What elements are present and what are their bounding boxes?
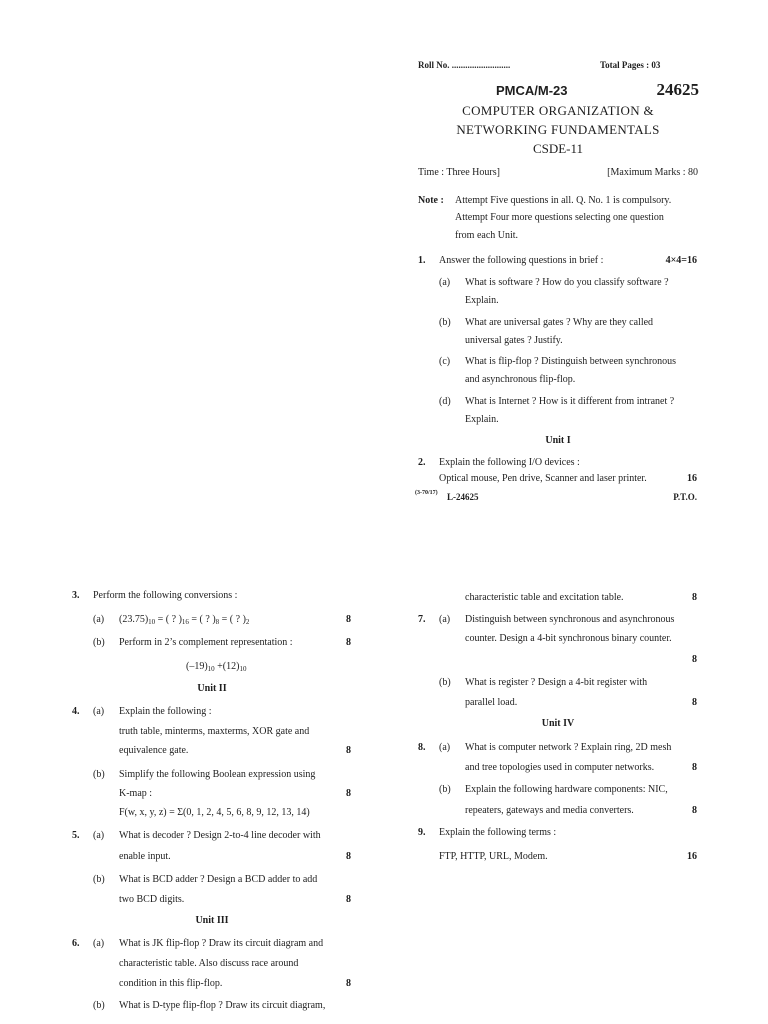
part-label: (a) <box>439 742 451 753</box>
footer-paper-code: L-24625 <box>447 492 479 502</box>
roll-number: Roll No. .......................... <box>418 60 511 70</box>
part-text: Perform in 2’s complement representation : <box>119 637 293 648</box>
part-label: (a) <box>93 614 105 625</box>
question-number: 6. <box>72 938 80 949</box>
part-text: What are universal gates ? Why are they called <box>465 317 654 328</box>
part-text: Simplify the following Boolean expression using <box>119 769 316 780</box>
time-allowed: Time : Three Hours] <box>418 167 500 178</box>
question-number: 7. <box>418 614 426 625</box>
part-marks: 8 <box>692 805 697 816</box>
part-marks: 8 <box>692 592 697 603</box>
part-text: Explain the following : <box>119 706 212 717</box>
question-marks: 4×4=16 <box>665 255 697 266</box>
part-label: (b) <box>439 677 451 688</box>
part-text: What is flip-flop ? Distinguish between synchronous <box>465 356 677 367</box>
part-marks: 8 <box>346 894 351 905</box>
paper-number: 24625 <box>656 80 699 99</box>
part-marks: 8 <box>346 637 351 648</box>
part-label: (c) <box>439 356 451 367</box>
part-marks: 8 <box>692 654 697 665</box>
note-line-2: Attempt Four more questions selecting one question <box>455 212 664 223</box>
part-text: characteristic table and excitation table. <box>465 592 624 603</box>
note-line-1: Attempt Five questions in all. Q. No. 1 is compulsory. <box>455 195 672 206</box>
part-marks: 8 <box>346 788 351 799</box>
part-label: (a) <box>439 614 451 625</box>
question-number: 9. <box>418 827 426 838</box>
part-text: parallel load. <box>465 697 518 708</box>
question-text: Perform the following conversions : <box>93 590 238 601</box>
part-text: Distinguish between synchronous and asynchronous <box>465 614 675 625</box>
part-label: (d) <box>439 396 451 407</box>
part-text: condition in this flip-flop. <box>119 978 223 989</box>
part-text: What is computer network ? Explain ring, 2D mesh <box>465 742 672 753</box>
part-text: two BCD digits. <box>119 894 185 905</box>
total-pages: Total Pages : 03 <box>600 60 661 70</box>
part-text: universal gates ? Justify. <box>465 335 563 346</box>
footer-pto: P.T.O. <box>673 492 697 502</box>
part-text: truth table, minterms, maxterms, XOR gate and <box>119 726 310 737</box>
part-text: What is D-type flip-flop ? Draw its circuit diagram, <box>119 1000 326 1011</box>
part-text: equivalence gate. <box>119 745 189 756</box>
part-label: (b) <box>93 637 105 648</box>
paper-code: PMCA/M-23 <box>496 83 568 98</box>
part-text: What is BCD adder ? Design a BCD adder to add <box>119 874 318 885</box>
part-text: characteristic table. Also discuss race around <box>119 958 299 969</box>
part-text: and asynchronous flip-flop. <box>465 374 576 385</box>
part-label: (b) <box>439 784 451 795</box>
question-number: 4. <box>72 706 80 717</box>
unit-heading: Unit IV <box>541 718 575 729</box>
part-text: counter. Design a 4-bit synchronous binary counter. <box>465 633 672 644</box>
part-text: Explain. <box>465 414 499 425</box>
part-label: (b) <box>93 769 105 780</box>
question-text: FTP, HTTP, URL, Modem. <box>439 851 548 862</box>
question-number: 1. <box>418 255 426 266</box>
part-marks: 8 <box>346 978 351 989</box>
part-text: What is register ? Design a 4-bit register with <box>465 677 648 688</box>
question-number: 5. <box>72 830 80 841</box>
question-marks: 16 <box>687 473 697 484</box>
part-text: What is JK flip-flop ? Draw its circuit diagram and <box>119 938 324 949</box>
part-text: repeaters, gateways and media converters. <box>465 805 634 816</box>
part-text: What is Internet ? How is it different from intranet ? <box>465 396 675 407</box>
part-marks: 8 <box>346 851 351 862</box>
part-label: (a) <box>93 706 105 717</box>
part-label: (b) <box>439 317 451 328</box>
note-line-3: from each Unit. <box>455 230 519 241</box>
question-marks: 16 <box>687 851 697 862</box>
unit-heading: Unit I <box>545 435 571 446</box>
part-text: K-map : <box>119 788 153 799</box>
part-label: (b) <box>93 874 105 885</box>
course-code: CSDE-11 <box>532 141 584 156</box>
question-number: 8. <box>418 742 426 753</box>
question-text: Explain the following I/O devices : <box>439 457 580 468</box>
complement-expression: $(-19)_{10} +(12)_{10}$ <box>186 661 247 673</box>
course-title-line2: NETWORKING FUNDAMENTALS <box>456 122 660 137</box>
part-label: (b) <box>93 1000 105 1011</box>
part-marks: 8 <box>346 745 351 756</box>
part-text: Explain the following hardware components: NIC, <box>465 784 668 795</box>
part-marks: 8 <box>692 697 697 708</box>
question-number: 2. <box>418 457 426 468</box>
course-title-line1: COMPUTER ORGANIZATION & <box>462 103 654 118</box>
part-text: and tree topologies used in computer networks. <box>465 762 655 773</box>
part-text: Explain. <box>465 295 499 306</box>
question-number: 3. <box>72 590 80 601</box>
part-text: What is software ? How do you classify software ? <box>465 277 669 288</box>
boolean-function: F(w, x, y, z) = Σ(0, 1, 2, 4, 5, 6, 8, 9, 12, 13, 14) <box>119 807 310 818</box>
part-label: (a) <box>93 938 105 949</box>
conversion-expression: $(23.75)_{10}$ = ( ? )$_{16}$ = ( ? )$_8$ = ( ? )$_2$ <box>119 614 250 626</box>
footer-print-code: (3-70/17) <box>415 490 438 496</box>
question-text: Explain the following terms : <box>439 827 557 838</box>
unit-heading: Unit II <box>197 683 227 694</box>
part-label: (a) <box>439 277 451 288</box>
part-marks: 8 <box>692 762 697 773</box>
question-text: Optical mouse, Pen drive, Scanner and laser printer. <box>439 473 647 484</box>
maximum-marks: [Maximum Marks : 80 <box>607 167 698 178</box>
part-marks: 8 <box>346 614 351 625</box>
note-label: Note : <box>418 195 444 206</box>
part-text: enable input. <box>119 851 171 862</box>
part-text: What is decoder ? Design 2-to-4 line decoder with <box>119 830 321 841</box>
part-label: (a) <box>93 830 105 841</box>
unit-heading: Unit III <box>195 915 229 926</box>
question-text: Answer the following questions in brief : <box>439 255 604 266</box>
